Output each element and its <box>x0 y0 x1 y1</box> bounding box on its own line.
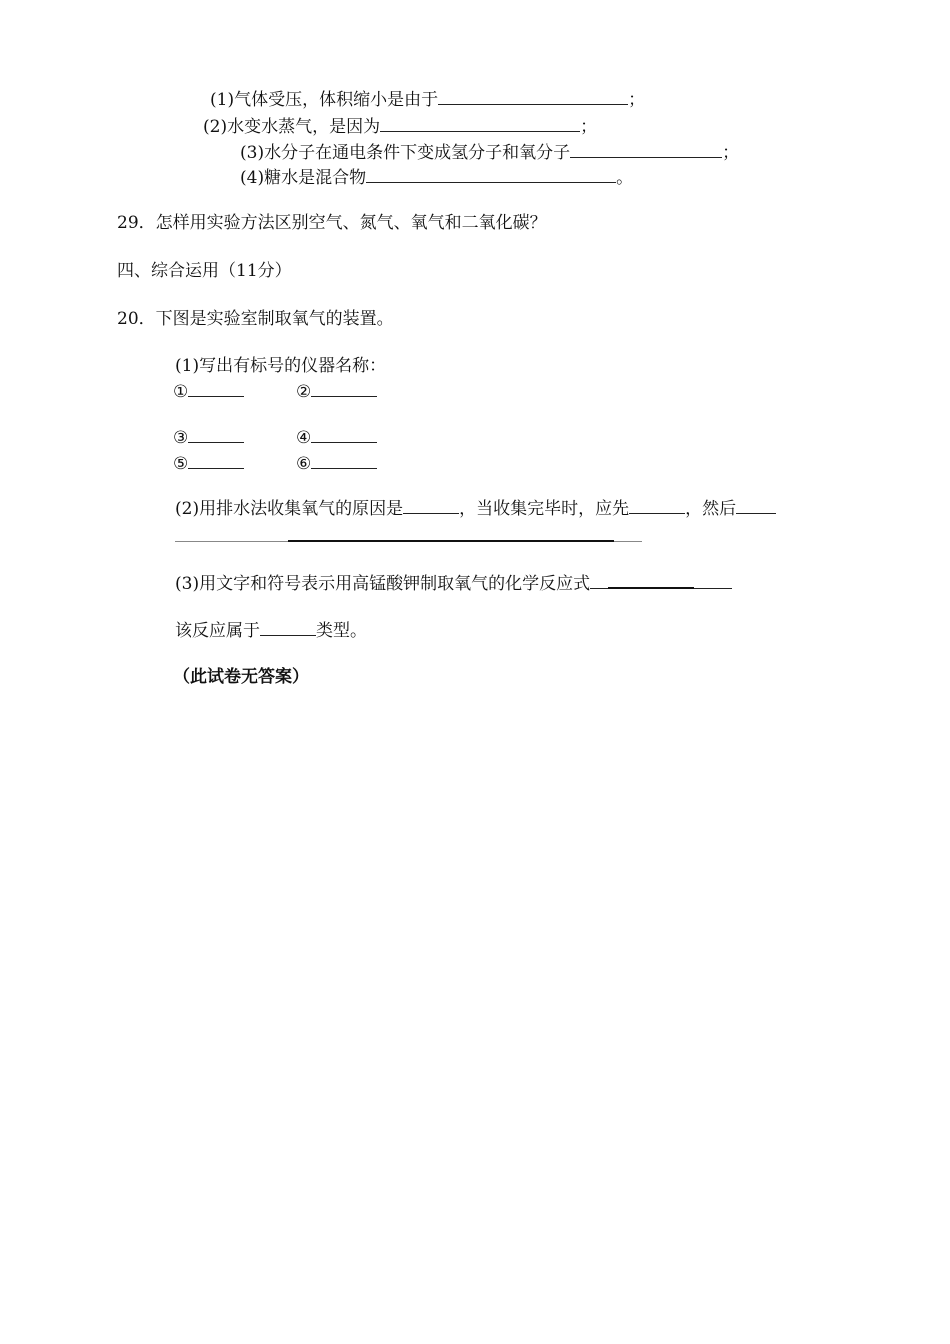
q28-part-3 <box>240 141 739 164</box>
q20-1-prompt: (1)写出有标号的仪器名称： <box>175 356 387 376</box>
instrument-4-blank[interactable] <box>311 426 377 443</box>
q20-2-continuation-line-left[interactable] <box>175 541 288 542</box>
q28-part-1-end: ； <box>628 90 646 110</box>
q20-2-continuation-line-middle[interactable] <box>288 540 614 542</box>
q20-2 <box>175 497 776 520</box>
q28-part-4 <box>240 166 633 189</box>
instrument-4 <box>296 426 377 449</box>
q28-part-3-answer-blank[interactable] <box>570 141 722 158</box>
q20-2-blank-first[interactable] <box>629 497 685 514</box>
q20-3-reaction-type <box>175 619 367 642</box>
q20-3-type-blank[interactable] <box>260 619 316 636</box>
q20-2-blank-then[interactable] <box>736 497 776 514</box>
q20-3-blank-tail[interactable] <box>694 572 732 589</box>
q20-2-continuation-line-right[interactable] <box>614 541 642 542</box>
instrument-4-mark: ④ <box>296 428 312 448</box>
instrument-5-blank[interactable] <box>188 452 244 469</box>
q20-3-blank-main[interactable] <box>608 571 694 589</box>
q28-part-4-answer-blank[interactable] <box>366 166 616 183</box>
q28-part-2-text: (2)水变水蒸气，是因为 <box>203 117 381 137</box>
q20-2-text-a: (2)用排水法收集氧气的原因是 <box>175 499 404 519</box>
instrument-6-mark: ⑥ <box>296 454 312 474</box>
q28-part-1-answer-blank[interactable] <box>438 88 628 105</box>
instrument-6-blank[interactable] <box>311 452 377 469</box>
instrument-3-mark: ③ <box>173 428 189 448</box>
instrument-2 <box>296 380 377 403</box>
q28-part-2-end: ； <box>580 117 598 137</box>
q20-3-type-text-b: 类型。 <box>316 621 367 641</box>
q28-part-4-text: (4)糖水是混合物 <box>240 168 367 188</box>
question-20: 20．下图是实验室制取氧气的装置。 <box>117 309 394 329</box>
section-4-heading: 四、综合运用（11分） <box>117 261 292 281</box>
q28-part-2 <box>203 115 597 138</box>
q20-3-blank-lead[interactable] <box>590 572 608 589</box>
instrument-3-blank[interactable] <box>188 426 244 443</box>
instrument-1-blank[interactable] <box>188 380 244 397</box>
q28-part-4-end: 。 <box>616 168 634 188</box>
instrument-5 <box>173 452 244 475</box>
no-answer-note: （此试卷无答案） <box>173 667 309 687</box>
instrument-2-mark: ② <box>296 382 312 402</box>
q20-3-text: (3)用文字和符号表示用高锰酸钾制取氧气的化学反应式 <box>175 574 591 594</box>
q28-part-3-text: (3)水分子在通电条件下变成氢分子和氧分子 <box>240 143 571 163</box>
instrument-6 <box>296 452 377 475</box>
q20-3 <box>175 571 732 595</box>
q28-part-2-answer-blank[interactable] <box>380 115 580 132</box>
instrument-2-blank[interactable] <box>311 380 377 397</box>
q20-3-type-text-a: 该反应属于 <box>175 621 260 641</box>
instrument-1 <box>173 380 244 403</box>
q20-2-text-c: ，然后 <box>685 499 737 519</box>
instrument-1-mark: ① <box>173 382 189 402</box>
instrument-3 <box>173 426 244 449</box>
q20-2-blank-reason[interactable] <box>403 497 459 514</box>
question-29: 29．怎样用实验方法区别空气、氮气、氧气和二氧化碳？ <box>117 213 547 233</box>
q28-part-1 <box>210 88 645 111</box>
q20-2-text-b: ，当收集完毕时，应先 <box>459 499 630 519</box>
q28-part-3-end: ； <box>722 143 740 163</box>
instrument-5-mark: ⑤ <box>173 454 189 474</box>
q28-part-1-text: (1)气体受压，体积缩小是由于 <box>210 90 439 110</box>
